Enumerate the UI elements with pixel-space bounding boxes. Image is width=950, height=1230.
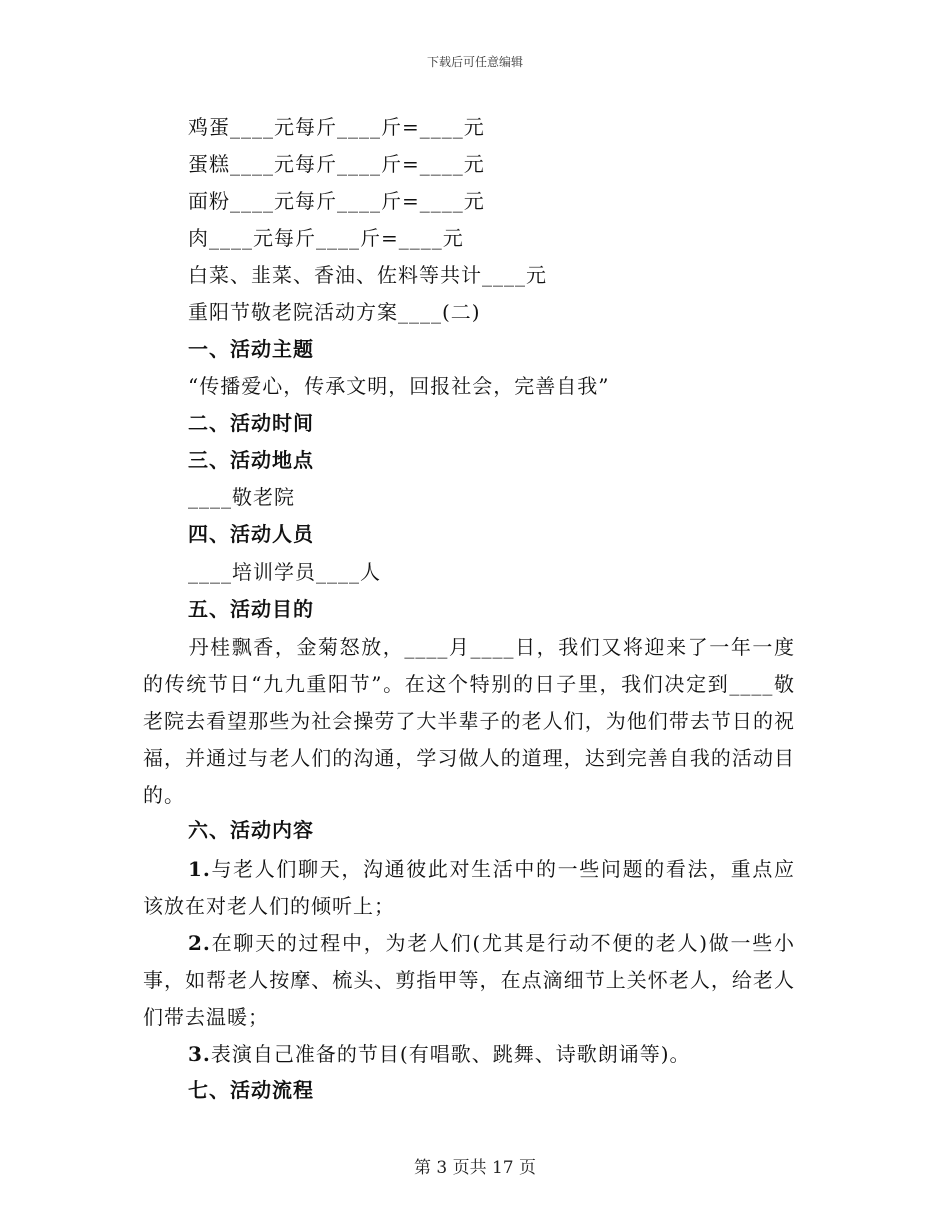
section-heading-time: 二、活动时间	[188, 411, 314, 435]
theme-text: “传播爱心，传承文明，回报社会，完善自我”	[188, 374, 610, 398]
place-text: ____敬老院	[188, 485, 295, 509]
section-heading-people: 四、活动人员	[188, 522, 314, 546]
content-item-text: 表演自己准备的节目(有唱歌、跳舞、诗歌朗诵等)。	[210, 1042, 691, 1066]
document-title: 重阳节敬老院活动方案____(二)	[188, 300, 481, 324]
content-item	[143, 851, 795, 925]
price-line-cake: 蛋糕____元每斤____斤=____元	[188, 152, 485, 176]
content-item	[143, 1036, 795, 1073]
content-item-number: 3.	[188, 1042, 211, 1066]
price-line-flour: 面粉____元每斤____斤=____元	[188, 189, 485, 213]
content-item-number: 2.	[188, 931, 211, 955]
content-item-text: 与老人们聊天，沟通彼此对生活中的一些问题的看法，重点应该放在对老人们的倾听上；	[143, 857, 795, 918]
price-line-eggs: 鸡蛋____元每斤____斤=____元	[188, 115, 485, 139]
section-heading-theme: 一、活动主题	[188, 337, 314, 361]
purpose-paragraph	[143, 629, 795, 814]
page-header: 下载后可任意编辑	[426, 55, 523, 69]
price-line-vegetables: 白菜、韭菜、香油、佐料等共计____元	[188, 263, 547, 287]
content-item-number: 1.	[188, 857, 211, 881]
content-item	[143, 925, 795, 1036]
section-heading-content: 六、活动内容	[188, 818, 314, 842]
people-text: ____培训学员____人	[188, 560, 381, 584]
content-item-text: 在聊天的过程中，为老人们(尤其是行动不便的老人)做一些小事，如帮老人按摩、梳头、剪指甲等，在点滴细节上关怀老人，给老人们带去温暖；	[143, 931, 795, 1029]
section-heading-purpose: 五、活动目的	[188, 597, 314, 621]
price-line-meat: 肉____元每斤____斤=____元	[188, 226, 464, 250]
page-footer: 第 3 页共 17 页	[413, 1158, 537, 1178]
section-heading-place: 三、活动地点	[188, 448, 314, 472]
section-heading-process: 七、活动流程	[188, 1078, 314, 1102]
purpose-text: 丹桂飘香，金菊怒放，____月____日，我们又将迎来了一年一度的传统节日“九九重阳节”。在这个特别的日子里，我们决定到____敬老院去看望那些为社会操劳了大半辈子的老人们，为他们带去节日的祝福，并通过与老人们的沟通，学习做人的道理，达到完善自我的活动目的。	[143, 635, 795, 807]
